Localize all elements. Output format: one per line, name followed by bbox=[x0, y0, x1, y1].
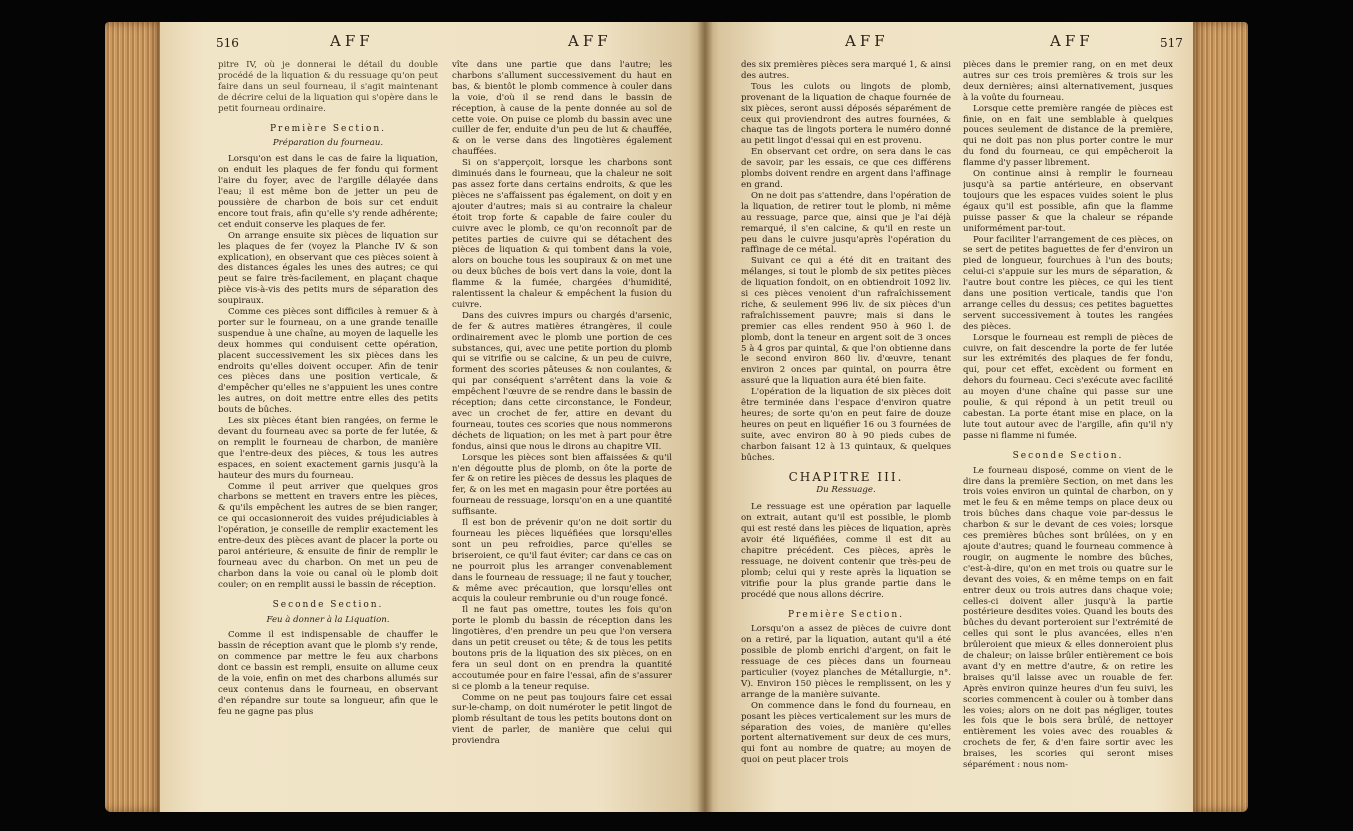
page-edges-right bbox=[1190, 22, 1248, 812]
paragraph: Le ressuage est une opération par laquelle on extrait, autant qu'il est possible, le plomb qui est resté dans les pièces de liquation, après avoir été liquéfiées, comme il est dit au chapitre précédent. Ces pièces, après le ressuage, ne doivent contenir que très-peu de plomb; celui qui y reste après la liquation se vitrifie pour la plus grande partie dans le procédé que nous allons décrire. bbox=[741, 502, 951, 600]
text-column-2 bbox=[452, 60, 672, 800]
paragraph: pitre IV, où je donnerai le détail du double procédé de la liquation & du ressuage qu'on peut faire dans un seul fourneau, il s'agit maintenant de décrire celui de la liquation qui s'opère dans le petit fourneau ordinaire. bbox=[218, 60, 438, 114]
section-subtitle: Feu à donner à la Liquation. bbox=[266, 614, 390, 625]
paragraph: Lorsque le fourneau est rempli de pièces de cuivre, on fait descendre la porte de fer lutée sur les extrémités des plaques de fer fondu, qui, pour cet effet, excèdent ou forment en dehors du fourneau. Ceci s'exécute avec facilité au moyen d'une chaîne qui passe sur une poulie, & qui répond à un petit treuil ou cabestan. La porte étant mise en place, on la lute tout autour avec de l'argille, afin qu'il n'y passe ni flamme ni fumée. bbox=[963, 332, 1173, 441]
paragraph: Comme ces pièces sont difficiles à remuer & à porter sur le fourneau, on a une grande tenaille suspendue à une chaîne, au moyen de laquelle les deux hommes qui conduisent cette opération, placent successivement les six pièces dans les endroits qu'elles doivent occuper. Afin de tenir ces pièces dans une position verticale, & d'empêcher qu'elles ne s'appuient les unes contre les autres, on doit mettre entre elles des petits bouts de bûches. bbox=[218, 307, 438, 416]
chapter-subtitle: Du Ressuage. bbox=[816, 485, 876, 496]
page-number: 517 bbox=[1160, 36, 1183, 50]
page-number: 516 bbox=[216, 36, 239, 50]
paragraph: Les six pièces étant bien rangées, on ferme le devant du fourneau avec sa porte de fer lutée, & on remplit le fourneau de charbon, de manière que l'entre-deux des pièces, & tous les autres espaces, en soient exactement garnis jusqu'à la hauteur des murs du fourneau. bbox=[218, 416, 438, 481]
paragraph: On continue ainsi à remplir le fourneau jusqu'à sa partie antérieure, en observant toujours que les espaces vuides soient le plus égaux qu'il est possible, afin que la flamme puisse passer & que la chaleur se répande uniformément par-tout. bbox=[963, 169, 1173, 234]
paragraph: Lorsque cette première rangée de pièces est finie, on en fait une semblable à quelques pouces seulement de distance de la première, qui ne doit pas non plus porter contre le mur du fond du fourneau, ce qui empêcheroit la flamme d'y passer librement. bbox=[963, 103, 1173, 169]
paragraph: Lorsqu'on a assez de pièces de cuivre dont on a retiré, par la liquation, autant qu'il a été possible de plomb enrichi d'argent, on fait le ressuage de ces pièces dans un fourneau particulier (voyez planches de Métallurgie, n°. V). Environ 150 pièces le remplissent, on les y arrange de la manière suivante. bbox=[741, 624, 951, 700]
paragraph: On arrange ensuite six pièces de liquation sur les plaques de fer (voyez la Planche IV & son explication), en observant que ces pièces soient à des distances égales les unes des autres; ce qui peut se faire très-facilement, en plaçant chaque pièce vis-à-vis des petits murs de séparation des soupiraux. bbox=[218, 230, 438, 307]
paragraph: Comme il est indispensable de chauffer le bassin de réception avant que le plomb s'y rende, on commence par mettre le feu aux charbons dont ce bassin est rempli, ensuite on allume ceux de la voie, enfin on met des charbons allumés sur ceux contenus dans le fourneau, en observant d'en répandre sur toute sa longueur, afin que le feu ne gagne pas plus bbox=[218, 630, 438, 717]
section-heading: Seconde Section. bbox=[272, 599, 384, 610]
text-column-2 bbox=[963, 60, 1173, 800]
paragraph: vîte dans une partie que dans l'autre; les charbons s'allument successivement du haut en bas, & bientôt le plomb commence à couler dans la voie, d'où il se rend dans le bassin de réception, à cause de la pente donnée au sol de cette voie. On puise ce plomb du bassin avec une cuiller de fer, enduite d'un peu de lut & chauffée, & on le verse dans des lingotières également chauffées. bbox=[452, 60, 672, 158]
paragraph: Il ne faut pas omettre, toutes les fois qu'on porte le plomb du bassin de réception dans les lingotières, d'en prendre un peu que l'on versera dans un petit creuset ou tête; & de tous les petits boutons pris de la liquation des six pièces, on en fera un seul dont on en prendra la quantité accoutumée pour en faire l'essai, afin de s'assurer si ce plomb a la teneur requise. bbox=[452, 605, 672, 692]
book-gutter bbox=[697, 22, 713, 812]
paragraph: Pour faciliter l'arrangement de ces pièces, on se sert de petites baguettes de fer d'environ un pied de longueur, fourchues à l'un des bouts; celui-ci s'appuie sur les murs de séparation, & l'autre bout contre les pièces, ce qui les tient dans une position verticale, tandis que l'on arrange celles du dessus; ces petites baguettes servent successivement à toutes les rangées des pièces. bbox=[963, 234, 1173, 332]
right-page bbox=[705, 22, 1193, 812]
paragraph: Le fourneau disposé, comme on vient de le dire dans la première Section, on met dans les trois voies environ un quintal de charbon, on y met le feu & en même temps on place deux ou trois bûches dans chaque voie par-dessus le charbon & sur le devant de ces voies; lorsque ces premières bûches sont brûlées, on y en ajoute d'autres; quand le fourneau commence à rougir, on augmente le nombre des bûches, c'est-à-dire, qu'on en met trois ou quatre sur le devant des voies, & en même temps on en fait entrer deux ou trois autres dans chaque voie; celles-ci doivent aller jusqu'à la partie postérieure desdites voies. Quand les bouts des bûches du devant porteroient sur l'extrémité de celles qui sont le plus avancées, elles n'en brûleroient que mieux & elles donneroient plus de chaleur; on laisse brûler entièrement ce bois avant d'y en mettre d'autre, & on retire les braises qu'il laisse avec un rouable de fer. Après environ quinze heures d'un feu suivi, les scories commencent à couler ou à tomber dans les voies; alors on ne doit pas négliger, toutes les fois que le bois sera brûlé, de nettoyer entièrement les voies avec des rouables & crochets de fer, & d'en faire sortir avec les braises, les scories qui seront mises séparément : nous nom- bbox=[963, 465, 1173, 771]
text-column-1 bbox=[741, 60, 951, 800]
chapter-heading: CHAPITRE III. bbox=[788, 469, 904, 484]
paragraph: Tous les culots ou lingots de plomb, provenant de la liquation de chaque fournée de six pièces, seront aussi déposés séparément de ceux qui proviendront des autres fournées, & chaque tas de lingots portera le numéro donné au petit lingot d'essai qui en est provenu. bbox=[741, 81, 951, 147]
running-title: AFF bbox=[1050, 32, 1094, 50]
paragraph: L'opération de la liquation de six pièces doit être terminée dans l'espace d'environ quatre heures; de sorte qu'on en peut faire de douze heures on peut en liquéfier 16 ou 3 fournées de suite, avec environ 80 à 90 pieds cubes de charbon faisant 12 à 13 quintaux, & quelques bûches. bbox=[741, 387, 951, 463]
paragraph: En observant cet ordre, on sera dans le cas de savoir, par les essais, ce que ces différens plombs doivent rendre en argent dans l'affinage en grand. bbox=[741, 147, 951, 190]
paragraph: On ne doit pas s'attendre, dans l'opération de la liquation, de retirer tout le plomb, ni même au ressuage, parce que, ainsi que je l'ai déjà remarqué, il s'en calcine, & qu'il en reste un peu dans le cuivre jusqu'après l'opération du raffinage de ce métal. bbox=[741, 190, 951, 256]
paragraph: Dans des cuivres impurs ou chargés d'arsenic, de fer & autres matières étrangères, il coule ordinairement avec le plomb une portion de ces substances, qui, avec une petite portion du plomb qui se vitrifie ou se calcine, & un peu de cuivre, forment des scories pâteuses & non coulantes, & qui par conséquent s'arrêtent dans la voie & empêchent l'œuvre de se rendre dans le bassin de réception; dans cette circonstance, le Fondeur, avec un crochet de fer, attire en devant du fourneau, toutes ces scories que nous nommerons déchets de liquation; on les met à part pour être fondus, ainsi que nous le dirons au chapitre VII. bbox=[452, 310, 672, 452]
paragraph: des six premières pièces sera marqué 1, & ainsi des autres. bbox=[741, 60, 951, 81]
section-heading: Première Section. bbox=[787, 609, 904, 620]
paragraph: Si on s'apperçoit, lorsque les charbons sont diminués dans le fourneau, que la chaleur ne soit pas assez forte dans certains endroits, & que les pièces ne s'affaissent pas également, on doit y en ajouter d'autres; mais si au contraire la chaleur étoit trop forte & capable de faire couler du cuivre avec le plomb, ce qu'on reconnoît par de petites parties de cuivre qui se détachent des pièces de liquation & qui tombent dans la voie, alors on bouche tous les soupiraux & on met une ou deux bûches de bois vert dans la voie, dont la flamme & la fumée, chargées d'humidité, ralentissent la chaleur & empêchent la fusion du cuivre. bbox=[452, 158, 672, 310]
paragraph: Lorsque les pièces sont bien affaissées & qu'il n'en dégoutte plus de plomb, on ôte la porte de fer & on retire les pièces de dessus les plaques de fer, & on les met en magasin pour être portées au fourneau de ressuage, lorsqu'on en a une quantité suffisante. bbox=[452, 452, 672, 518]
left-page-header bbox=[160, 32, 705, 54]
running-title: AFF bbox=[845, 32, 889, 50]
paragraph: Lorsqu'on est dans le cas de faire la liquation, on enduit les plaques de fer fondu qui forment l'aire du foyer, avec de l'argille délayée dans l'eau; il est même bon de jetter un peu de poussière de charbon de bois sur cet enduit encore tout frais, afin qu'elle s'y rende adhérente; cet enduit conserve les plaques de fer. bbox=[218, 154, 438, 230]
text-column-1 bbox=[218, 60, 438, 800]
paragraph: Comme on ne peut pas toujours faire cet essai sur-le-champ, on doit numéroter le petit lingot de plomb résultant de tous les petits boutons dont on vient de parler, de manière que celui qui proviendra bbox=[452, 692, 672, 747]
paragraph: pièces dans le premier rang, on en met deux autres sur ces trois premières & trois sur les deux dernières; ainsi alternativement, jusques à la voûte du fourneau. bbox=[963, 60, 1173, 103]
left-page bbox=[160, 22, 705, 812]
section-heading: Première Section. bbox=[269, 123, 386, 134]
page-edges-left bbox=[105, 22, 163, 812]
paragraph: On commence dans le fond du fourneau, en posant les pièces verticalement sur les murs de séparation des voies, de manière qu'elles portent alternativement sur deux de ces murs, qui font au nombre de quatre; au moyen de quoi on peut placer trois bbox=[741, 700, 951, 766]
running-title: AFF bbox=[568, 32, 612, 50]
running-title: AFF bbox=[330, 32, 374, 50]
paragraph: Comme il peut arriver que quelques gros charbons se mettent en travers entre les pièces, & qu'ils empêchent les autres de se bien ranger, ce qui occasionneroit des vuides préjudiciables à l'opération, je conseille de remplir exactement les entre-deux des pièces avant de placer la porte ou paroi antérieure, & ensuite de finir de remplir le fourneau avec du charbon. On met un peu de charbon dans la voie ou canal où le plomb doit couler; on en remplit aussi le bassin de réception. bbox=[218, 481, 438, 590]
paragraph: Il est bon de prévenir qu'on ne doit sortir du fourneau les pièces liquéfiées que lorsqu'elles sont un peu refroidies, parce qu'elles se briseroient, ce qu'il faut éviter; car dans ce cas on ne pourroit plus les arranger convenablement dans le fourneau de ressuage; il ne faut y toucher, & même avec précaution, que lorsqu'elles ont acquis la couleur rembrunie ou d'un rouge foncé. bbox=[452, 518, 672, 605]
paragraph: Suivant ce qui a été dit en traitant des mélanges, si tout le plomb de six petites pièces de liquation fondoit, on en obtiendroit 1092 liv. si ces pièces venoient d'un rafraîchissement riche, & seulement 996 liv. de six pièces d'un rafraîchissement pauvre; mais si dans le premier cas elles rendent 950 à 960 l. de plomb, dont la teneur en argent soit de 3 onces 5 à 4 gros par quintal, & que l'on obtienne dans le second environ 860 liv. d'œuvre, tenant environ 2 onces par quintal, on pourra être assuré que la liquation aura été bien faite. bbox=[741, 256, 951, 387]
section-heading: Seconde Section. bbox=[1012, 450, 1124, 461]
section-subtitle: Préparation du fourneau. bbox=[272, 138, 384, 149]
right-page-header bbox=[705, 32, 1193, 54]
